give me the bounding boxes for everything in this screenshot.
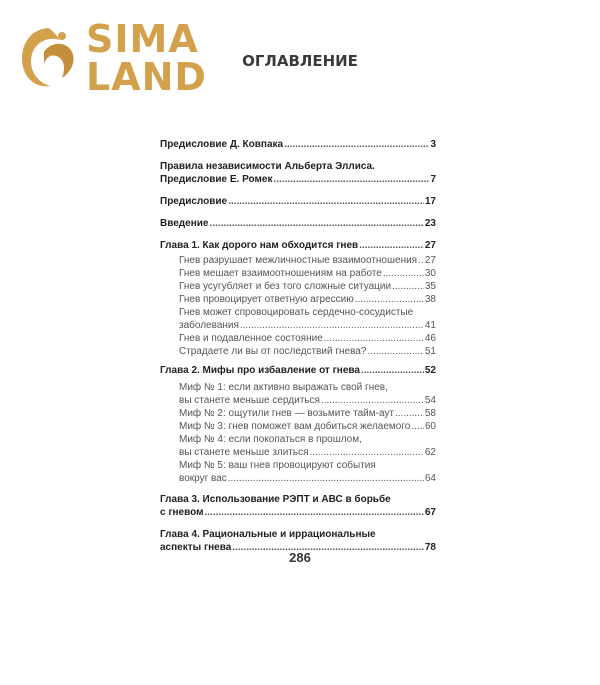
toc-subentry: Гнев провоцирует ответную агрессию ..... 38 <box>160 293 436 306</box>
toc-entry-text: аспекты гнева <box>160 542 232 553</box>
toc-subentry: Гнев разрушает межличностные взаимоотношения ..... 27 <box>160 254 436 267</box>
toc-entry-text: Предисловие Д. Ковпака <box>160 139 284 150</box>
toc-entry-preface-kovpak <box>160 138 436 151</box>
toc-entry-text: Предисловие Е. Ромек <box>160 174 273 185</box>
toc-entry-chapter-2 <box>160 364 436 377</box>
page-title: ОГЛАВЛЕНИЕ <box>242 52 358 70</box>
toc-subentry: Миф № 3: гнев поможет вам добиться желаемого ..... 60 <box>160 420 436 433</box>
toc-entry-text: Глава 1. Как дорого нам обходится гнев <box>160 240 359 251</box>
toc-subentry: Гнев усугубляет и без того сложные ситуации ..... 35 <box>160 280 436 293</box>
toc-entry-text-line1: Правила независимости Альберта Эллиса. <box>160 161 375 172</box>
toc-entry-page: 52 <box>424 365 436 376</box>
toc-entry-intro <box>160 217 436 230</box>
logo-line1: SIMA <box>86 17 199 61</box>
table-of-contents <box>160 138 436 554</box>
toc-entry-page: 23 <box>424 218 436 229</box>
toc-entry-page: 7 <box>430 174 436 185</box>
toc-entry-text: Глава 2. Мифы про избавление от гнева <box>160 365 360 376</box>
toc-entry-page: 3 <box>430 139 436 150</box>
toc-entry-chapter-3 <box>160 493 436 519</box>
toc-subentry: Страдаете ли вы от последствий гнева? ..... 51 <box>160 345 436 358</box>
toc-entry-page: 17 <box>424 196 436 207</box>
toc-entry-page: 67 <box>424 507 436 518</box>
toc-entry-text: с гневом <box>160 507 204 518</box>
logo-line2: LAND <box>86 55 207 99</box>
toc-subentry: Миф № 4: если покопаться в прошлом, вы станете меньше злиться ..... 62 <box>160 433 436 459</box>
page-number: 286 <box>289 550 311 565</box>
toc-subentry: Гнев мешает взаимоотношениям на работе ..... 30 <box>160 267 436 280</box>
toc-entry-text-line1: Глава 4. Рациональные и иррациональные <box>160 529 376 540</box>
toc-subentry: Миф № 1: если активно выражать свой гнев, вы станете меньше сердиться ..... 54 <box>160 381 436 407</box>
toc-entry-chapter-1 <box>160 239 436 252</box>
toc-subentry: Миф № 2: ощутили гнев — возьмите тайм-аут ..... 58 <box>160 407 436 420</box>
toc-entry-text: Предисловие <box>160 196 228 207</box>
toc-entry-text: Введение <box>160 218 209 229</box>
toc-subentry: Гнев и подавленное состояние ..... 46 <box>160 332 436 345</box>
toc-entry-text-line1: Глава 3. Использование РЭПТ и АВС в борьбе <box>160 494 391 505</box>
toc-entry-page: 27 <box>424 240 436 251</box>
toc-subentry: Гнев может спровоцировать сердечно-сосудистые заболевания ..... 41 <box>160 306 436 332</box>
toc-entry-preface <box>160 195 436 208</box>
toc-subentry: Миф № 5: ваш гнев провоцируют события вокруг вас ..... 64 <box>160 459 436 485</box>
toc-entry-page: 78 <box>424 542 436 553</box>
toc-entry-rules <box>160 160 436 186</box>
